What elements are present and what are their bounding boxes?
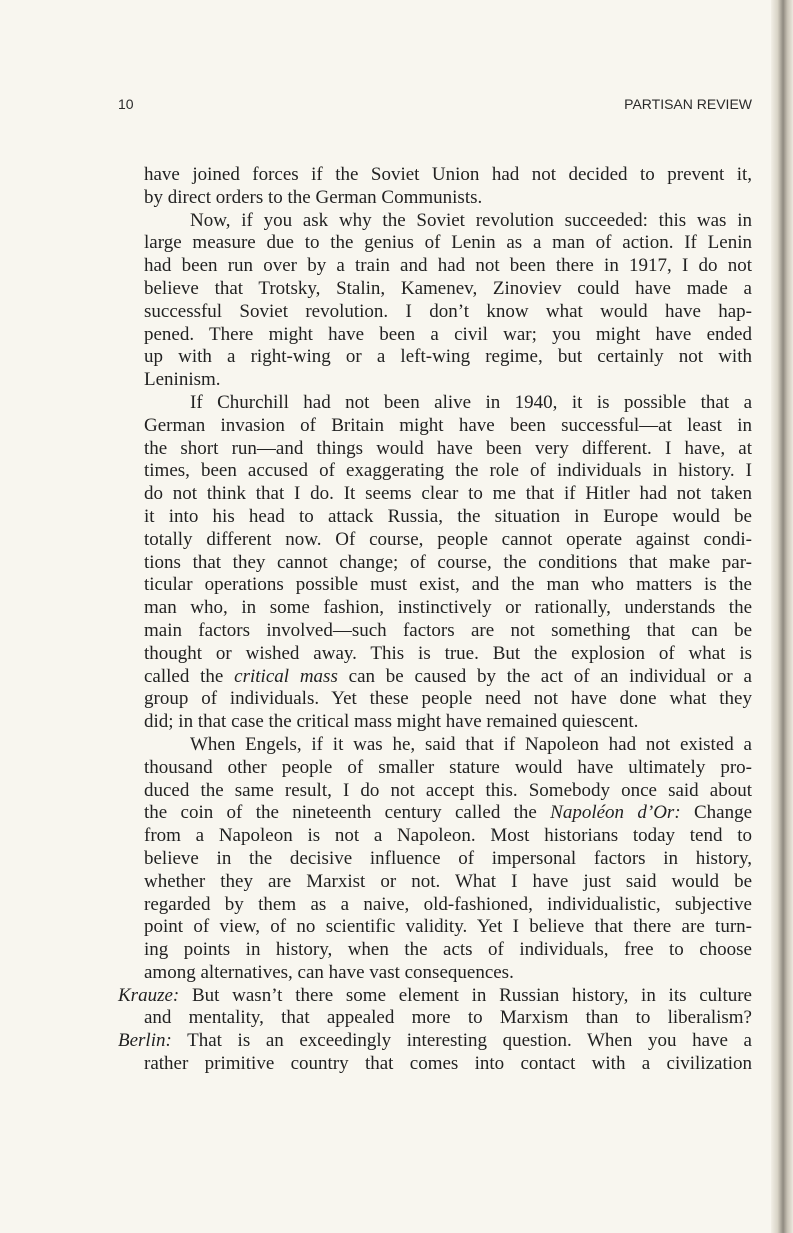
text-line bbox=[144, 506, 752, 529]
text-line bbox=[144, 324, 752, 347]
text-line bbox=[144, 597, 752, 620]
text-line bbox=[144, 939, 752, 962]
line-text: among alternatives, can have vast consequences. bbox=[144, 961, 514, 983]
page-number: 10 bbox=[118, 96, 134, 112]
line-text: But wasn’t there some element in Russian history, in its culture bbox=[191, 984, 752, 1006]
line-text: up with a right-wing or a left-wing regime, but certainly not with bbox=[144, 346, 752, 368]
text-line bbox=[144, 1007, 752, 1030]
text-line bbox=[118, 1030, 752, 1053]
text-line bbox=[144, 392, 752, 415]
speaker-name: Krauze: bbox=[118, 984, 180, 1006]
text-line bbox=[144, 483, 752, 506]
line-text: and mentality, that appealed more to Marxism than to liberalism? bbox=[144, 1007, 752, 1029]
line-text: thousand other people of smaller stature would have ultimately pro- bbox=[144, 756, 752, 778]
running-head: PARTISAN REVIEW bbox=[624, 96, 752, 112]
line-text: did; in that case the critical mass might have remained quiescent. bbox=[144, 711, 639, 733]
text-line bbox=[144, 438, 752, 461]
line-text: believe in the decisive influence of impersonal factors in history, bbox=[144, 847, 752, 869]
line-text: duced the same result, I do not accept this. Somebody once said about bbox=[144, 779, 752, 801]
text-line bbox=[144, 802, 752, 825]
text-line bbox=[144, 643, 752, 666]
line-text: successful Soviet revolution. I don’t know what would have hap- bbox=[144, 300, 752, 322]
line-text: thought or wished away. This is true. But the explosion of what is bbox=[144, 642, 752, 664]
text-line bbox=[144, 734, 752, 757]
line-text: Now, if you ask why the Soviet revolution succeeded: this was in bbox=[190, 209, 752, 231]
page-binding-edge bbox=[771, 0, 793, 1233]
text-line bbox=[144, 415, 752, 438]
text-line bbox=[144, 894, 752, 917]
text-line bbox=[144, 757, 752, 780]
text-line bbox=[144, 962, 752, 985]
line-text: Leninism. bbox=[144, 369, 221, 391]
line-text: pened. There might have been a civil war; you might have ended bbox=[144, 323, 752, 345]
line-text: can be caused by the act of an individual or a bbox=[337, 665, 752, 687]
line-text: totally different now. Of course, people cannot operate against condi- bbox=[144, 528, 752, 550]
text-line bbox=[144, 369, 752, 392]
text-line bbox=[144, 688, 752, 711]
text-line bbox=[144, 210, 752, 233]
paragraph bbox=[144, 392, 752, 734]
text-line bbox=[144, 574, 752, 597]
line-text: by direct orders to the German Communists. bbox=[144, 186, 483, 208]
text-line bbox=[144, 1053, 752, 1076]
text-line bbox=[144, 666, 752, 689]
speaker-name: Berlin: bbox=[118, 1030, 172, 1052]
text-line bbox=[144, 620, 752, 643]
text-line bbox=[144, 711, 752, 734]
line-text: main factors involved—such factors are not something that can be bbox=[144, 619, 752, 641]
text-line bbox=[144, 825, 752, 848]
paragraph bbox=[144, 164, 752, 210]
text-line bbox=[144, 255, 752, 278]
line-text: German invasion of Britain might have been successful—at least in bbox=[144, 414, 752, 436]
line-text: have joined forces if the Soviet Union had not decided to prevent it, bbox=[144, 164, 752, 185]
text-line bbox=[144, 529, 752, 552]
body-text bbox=[118, 164, 753, 1076]
text-line bbox=[144, 346, 752, 369]
italic-term: critical mass bbox=[234, 665, 338, 687]
line-text: called the bbox=[144, 665, 235, 687]
dialogue-paragraph bbox=[118, 984, 752, 1031]
line-text: whether they are Marxist or not. What I have just said would be bbox=[144, 870, 752, 892]
text-line bbox=[144, 552, 752, 575]
line-text: do not think that I do. It seems clear to me that if Hitler had not taken bbox=[144, 483, 752, 505]
line-text: regarded by them as a naive, old-fashioned, individualistic, subjective bbox=[144, 893, 752, 915]
text-line bbox=[144, 278, 752, 301]
line-text: ticular operations possible must exist, and the man who matters is the bbox=[144, 574, 752, 596]
line-text: Change bbox=[680, 802, 753, 824]
line-text: the coin of the nineteenth century called the bbox=[144, 802, 551, 824]
line-text: believe that Trotsky, Stalin, Kamenev, Zinoviev could have made a bbox=[144, 277, 752, 299]
paragraph bbox=[144, 734, 752, 985]
line-text: When Engels, if it was he, said that if Napoleon had not existed a bbox=[190, 733, 752, 755]
line-text: man who, in some fashion, instinctively or rationally, understands the bbox=[144, 597, 752, 619]
text-line bbox=[144, 232, 752, 255]
text-line bbox=[144, 916, 752, 939]
text-line bbox=[144, 780, 752, 803]
line-text: times, been accused of exaggerating the role of individuals in history. I bbox=[144, 460, 752, 482]
line-text: rather primitive country that comes into contact with a civilization bbox=[144, 1053, 752, 1075]
italic-term: Napoléon d’Or: bbox=[550, 802, 681, 824]
line-text: ing points in history, when the acts of individuals, free to choose bbox=[144, 939, 752, 961]
line-text: from a Napoleon is not a Napoleon. Most historians today tend to bbox=[144, 825, 752, 847]
line-text: point of view, of no scientific validity. Yet I believe that there are turn- bbox=[144, 916, 752, 938]
text-line bbox=[144, 460, 752, 483]
text-line bbox=[144, 187, 752, 210]
text-line bbox=[144, 164, 752, 187]
dialogue-paragraph bbox=[118, 1030, 752, 1076]
text-line bbox=[144, 871, 752, 894]
text-line bbox=[118, 985, 752, 1008]
line-text: had been run over by a train and had not been there in 1917, I do not bbox=[144, 255, 752, 277]
line-text: That is an exceedingly interesting question. When you have a bbox=[187, 1030, 752, 1052]
paragraph bbox=[144, 210, 752, 392]
text-line bbox=[144, 848, 752, 871]
line-text: the short run—and things would have been very different. I have, at bbox=[144, 437, 752, 459]
line-text: it into his head to attack Russia, the situation in Europe would be bbox=[144, 505, 752, 527]
line-text: group of individuals. Yet these people need not have done what they bbox=[144, 688, 752, 710]
line-text: If Churchill had not been alive in 1940, it is possible that a bbox=[190, 391, 752, 413]
text-line bbox=[144, 301, 752, 324]
line-text: large measure due to the genius of Lenin as a man of action. If Lenin bbox=[144, 232, 752, 254]
line-text: tions that they cannot change; of course, the conditions that make par- bbox=[144, 551, 752, 573]
